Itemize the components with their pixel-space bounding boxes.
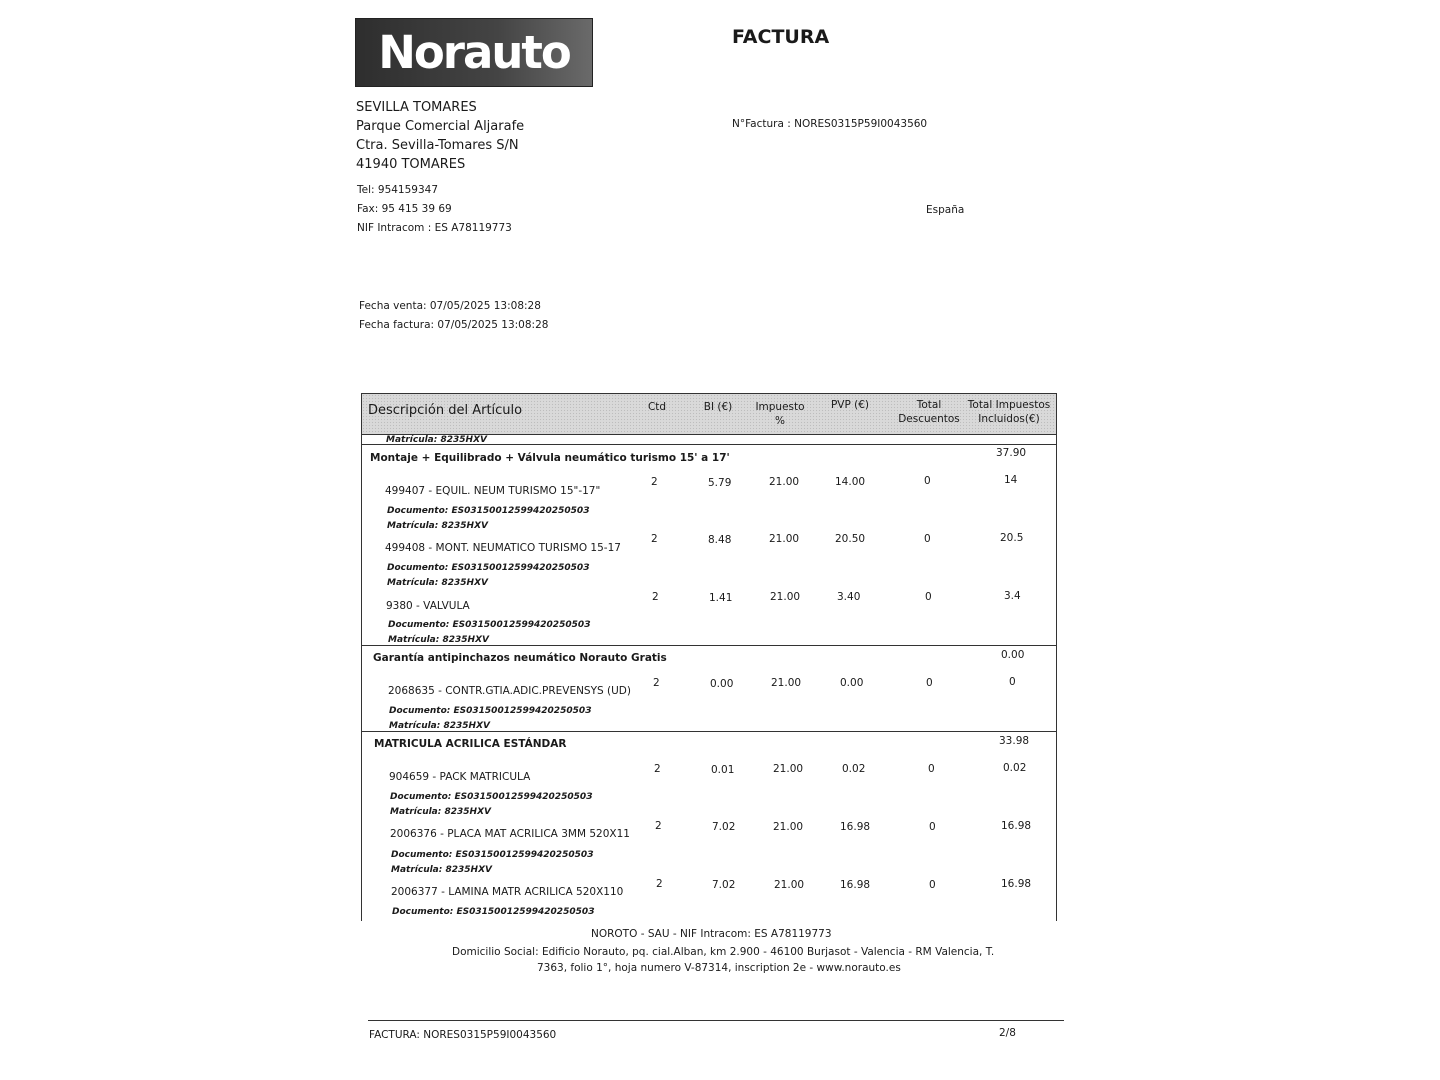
item-total: 16.98	[1001, 878, 1032, 890]
item-bi: 0.00	[710, 678, 734, 690]
item-qty: 2	[654, 763, 661, 775]
store-address-1: Parque Comercial Aljarafe	[356, 119, 525, 134]
footer-address-2: 7363, folio 1°, hoja numero V-87314, inscription 2e - www.norauto.es	[537, 962, 901, 974]
item-document: Documento: ES0315001259942025050З	[388, 620, 591, 630]
item-qty: 2	[655, 820, 662, 832]
invoice-items-table	[361, 393, 1057, 921]
item-plate: Matrícula: 8235HXV	[389, 721, 490, 731]
item-total: 0	[1009, 676, 1016, 688]
item-qty: 2	[656, 878, 663, 890]
header-discounts: Total Descuentos	[898, 399, 960, 425]
item-discount: 0	[924, 533, 931, 545]
item-document: Documento: ES0315001259942025050З	[387, 506, 590, 516]
item-qty: 2	[652, 591, 659, 603]
item-discount: 0	[924, 475, 931, 487]
store-fax: Fax: 95 415 39 69	[357, 203, 452, 215]
item-tax: 21.00	[770, 591, 801, 603]
item-desc: 2006376 - PLACA MAT ACRILICA 3MM 520X11	[390, 828, 630, 840]
invoice-number: N°Factura : NORES0315P59I0043560	[732, 118, 928, 130]
store-address-2: Ctra. Sevilla-Tomares S/N	[356, 138, 519, 153]
country: España	[926, 204, 965, 216]
logo-text: Norauto	[378, 26, 570, 79]
item-bi: 8.48	[708, 534, 732, 546]
header-description: Descripción del Artículo	[368, 403, 523, 418]
item-pvp: 20.50	[835, 533, 866, 545]
header-total: Total Impuestos Incluidos(€)	[967, 399, 1051, 425]
item-bi: 0.01	[711, 764, 735, 776]
item-document: Documento: ES0315001259942025050З	[387, 563, 590, 573]
sale-date: Fecha venta: 07/05/2025 13:08:28	[359, 300, 541, 312]
norauto-logo	[355, 18, 593, 87]
item-plate: Matrícula: 8235HXV	[390, 807, 491, 817]
invoice-date: Fecha factura: 07/05/2025 13:08:28	[359, 319, 549, 331]
item-pvp: 14.00	[835, 476, 866, 488]
item-desc: 499407 - EQUIL. NEUM TURISMO 15"-17"	[385, 485, 601, 497]
item-qty: 2	[653, 677, 660, 689]
group-divider	[362, 645, 1056, 646]
item-bi: 7.02	[712, 879, 736, 891]
group-title: Garantía antipinchazos neumático Norauto Gratis	[373, 652, 667, 664]
document-title: FACTURA	[732, 26, 830, 48]
item-document: Documento: ES0315001259942025050З	[390, 792, 593, 802]
item-plate: Matrícula: 8235HXV	[388, 635, 489, 645]
item-tax: 21.00	[773, 821, 804, 833]
item-plate: Matrícula: 8235HXV	[391, 865, 492, 875]
item-desc: 9380 - VALVULA	[386, 600, 470, 612]
group-divider	[362, 731, 1056, 732]
item-desc: 2006377 - LAMINA MATR ACRILICA 520X110	[391, 886, 624, 898]
footer-invoice-ref: FACTURA: NORES0315P59I0043560	[369, 1029, 557, 1041]
header-pvp: PVP (€)	[830, 399, 870, 411]
item-document: Documento: ES0315001259942025050З	[392, 907, 595, 917]
item-pvp: 16.98	[840, 879, 871, 891]
item-plate: Matrícula: 8235HXV	[387, 521, 488, 531]
item-total: 0.02	[1003, 762, 1027, 774]
group-title: MATRICULA ACRILICA ESTÁNDAR	[374, 738, 567, 750]
item-desc: 499408 - MONT. NEUMATICO TURISMO 15-17	[385, 542, 621, 554]
item-discount: 0	[925, 591, 932, 603]
top-plate: Matrícula: 8235HXV	[386, 435, 487, 445]
header-tax: Impuesto %	[755, 401, 805, 427]
footer-company: NOROTO - SAU - NIF Intracom: ES A78119773	[591, 928, 832, 940]
item-desc: 2068635 - CONTR.GTIA.ADIC.PREVENSYS (UD)	[388, 685, 631, 697]
item-qty: 2	[651, 533, 658, 545]
item-total: 20.5	[1000, 532, 1024, 544]
item-discount: 0	[929, 821, 936, 833]
table-header	[362, 394, 1056, 434]
item-plate: Matrícula: 8235HXV	[387, 578, 488, 588]
store-nif: NIF Intracom : ES A78119773	[357, 222, 512, 234]
group-divider	[362, 444, 1056, 445]
item-tax: 21.00	[769, 476, 800, 488]
item-tax: 21.00	[771, 677, 802, 689]
item-document: Documento: ES0315001259942025050З	[391, 850, 594, 860]
group-title: Montaje + Equilibrado + Válvula neumático turismo 15' a 17'	[370, 452, 730, 464]
store-city: 41940 TOMARES	[356, 157, 466, 172]
item-tax: 21.00	[774, 879, 805, 891]
group-total: 0.00	[1001, 649, 1025, 661]
page-number: 2/8	[999, 1027, 1016, 1039]
item-tax: 21.00	[773, 763, 804, 775]
item-qty: 2	[651, 476, 658, 488]
header-qty: Ctd	[647, 401, 667, 413]
item-bi: 5.79	[708, 477, 732, 489]
store-name: SEVILLA TOMARES	[356, 100, 477, 115]
item-pvp: 3.40	[837, 591, 861, 603]
item-total: 14	[1004, 474, 1018, 486]
item-bi: 7.02	[712, 821, 736, 833]
group-total: 33.98	[999, 735, 1030, 747]
store-tel: Tel: 954159347	[357, 184, 439, 196]
footer-address-1: Domicilio Social: Edificio Norauto, pq. cial.Alban, km 2.900 - 46100 Burjasot - Valencia - RM Valencia, T.	[452, 946, 995, 958]
item-discount: 0	[928, 763, 935, 775]
item-desc: 904659 - PACK MATRICULA	[389, 771, 531, 783]
header-bi: BI (€)	[703, 401, 733, 413]
item-discount: 0	[929, 879, 936, 891]
footer-divider	[368, 1020, 1064, 1021]
group-total: 37.90	[996, 447, 1027, 459]
item-total: 3.4	[1004, 590, 1021, 602]
item-discount: 0	[926, 677, 933, 689]
item-bi: 1.41	[709, 592, 733, 604]
item-tax: 21.00	[769, 533, 800, 545]
item-pvp: 16.98	[840, 821, 871, 833]
item-document: Documento: ES0315001259942025050З	[389, 706, 592, 716]
item-total: 16.98	[1001, 820, 1032, 832]
item-pvp: 0.02	[842, 763, 866, 775]
item-pvp: 0.00	[840, 677, 864, 689]
